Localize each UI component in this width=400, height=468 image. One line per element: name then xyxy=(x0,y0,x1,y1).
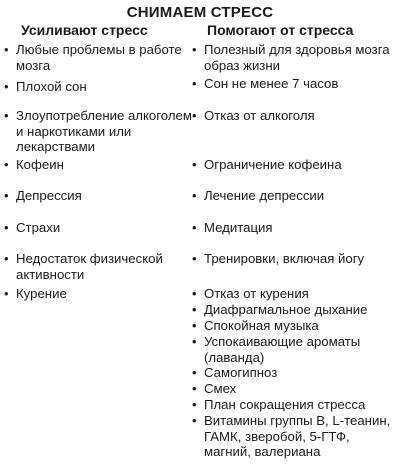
bullet-icon: • xyxy=(4,286,9,301)
bullet-icon: • xyxy=(192,318,197,333)
bullet-icon: • xyxy=(192,365,197,380)
list-item-text: Тренировки, включая йогу xyxy=(204,251,365,266)
list-item xyxy=(192,76,396,92)
list-item-text: Смех xyxy=(204,381,237,396)
list-item-text: Отказ от алкоголя xyxy=(204,108,315,123)
list-item-text: Злоупотребление алкоголем и наркотиками или лекарствами xyxy=(16,108,192,155)
list-item-text: Спокойная музыка xyxy=(204,318,319,333)
right-column-header: Помогают от стресса xyxy=(207,22,354,38)
list-item xyxy=(192,220,396,236)
list-item-text: Кофеин xyxy=(16,157,64,172)
list-item-text: Полезный для здоровья мозга образ жизни xyxy=(204,42,390,73)
list-item xyxy=(192,381,396,397)
list-item-text: Любые проблемы в работе мозга xyxy=(16,42,182,73)
bullet-icon: • xyxy=(192,188,197,203)
list-item xyxy=(192,286,396,302)
bullet-icon: • xyxy=(192,302,197,317)
list-item xyxy=(192,318,396,334)
list-item-text: Плохой сон xyxy=(16,79,87,94)
list-item-text: Лечение депрессии xyxy=(204,188,325,203)
list-item-text: Успокаивающие ароматы (лаванда) xyxy=(204,334,361,365)
list-item-text: Сон не менее 7 часов xyxy=(204,76,339,91)
list-item xyxy=(192,188,396,204)
list-item xyxy=(192,334,396,365)
list-item xyxy=(192,302,396,318)
list-item xyxy=(4,79,192,95)
list-item-text: Отказ от курения xyxy=(204,286,309,301)
bullet-icon: • xyxy=(192,220,197,235)
list-item xyxy=(192,365,396,381)
left-column-header: Усиливают стресс xyxy=(21,22,148,38)
list-item xyxy=(192,157,396,173)
bullet-icon: • xyxy=(4,157,9,172)
list-item xyxy=(192,397,396,413)
list-item-text: Курение xyxy=(16,286,67,301)
list-item xyxy=(4,108,192,155)
bullet-icon: • xyxy=(192,157,197,172)
bullet-icon: • xyxy=(192,76,197,91)
list-item xyxy=(192,413,396,460)
list-item-text: Недостаток физической активности xyxy=(16,251,163,282)
bullet-icon: • xyxy=(192,397,197,412)
bullet-icon: • xyxy=(4,251,9,266)
bullet-icon: • xyxy=(4,188,9,203)
bullet-icon: • xyxy=(192,108,197,123)
list-item-text: Витамины группы В, L-теанин, ГАМК, зверобой, 5-ГТФ, магний, валериана xyxy=(204,413,391,460)
list-item-text: План сокращения стресса xyxy=(204,397,366,412)
list-item xyxy=(4,220,192,236)
list-item xyxy=(192,251,396,267)
bullet-icon: • xyxy=(192,286,197,301)
bullet-icon: • xyxy=(4,79,9,94)
list-item-text: Страхи xyxy=(16,220,61,235)
list-item xyxy=(192,108,396,124)
list-item xyxy=(4,286,192,302)
list-item-text: Ограничение кофеина xyxy=(204,157,342,172)
bullet-icon: • xyxy=(4,42,9,57)
bullet-icon: • xyxy=(192,251,197,266)
page-title: СНИМАЕМ СТРЕСС xyxy=(126,4,274,21)
list-item-text: Самогипноз xyxy=(204,365,278,380)
bullet-icon: • xyxy=(192,381,197,396)
bullet-icon: • xyxy=(192,334,197,349)
list-item xyxy=(192,42,396,73)
list-item-text: Медитация xyxy=(204,220,273,235)
bullet-icon: • xyxy=(4,108,9,123)
bullet-icon: • xyxy=(192,42,197,57)
list-item-text: Депрессия xyxy=(16,188,82,203)
list-item xyxy=(4,251,192,282)
list-item xyxy=(4,188,192,204)
list-item-text: Диафрагмальное дыхание xyxy=(204,302,368,317)
list-item xyxy=(4,157,192,173)
bullet-icon: • xyxy=(192,413,197,428)
bullet-icon: • xyxy=(4,220,9,235)
list-item xyxy=(4,42,192,73)
